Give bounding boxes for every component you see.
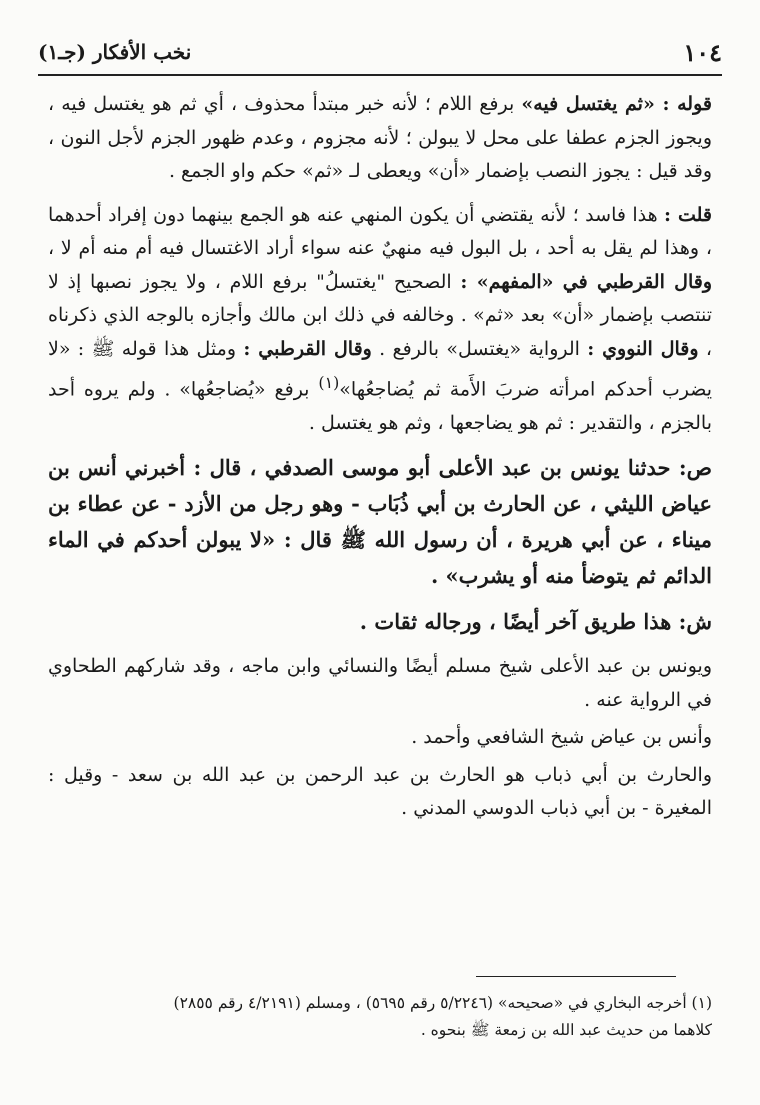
running-title: نخب الأفكار (جـ١): [38, 40, 192, 64]
footnote-line: (١) أخرجه البخاري في «صحيحه» (٥/٢٢٤٦ رقم ٥٦٩٥) ، ومسلم (٤/٢١٩١ رقم ٢٨٥٥): [173, 994, 712, 1012]
nawawi-lead: وقال النووي :: [587, 337, 699, 360]
paragraph-narrator: والحارث بن أبي ذباب هو الحارث بن عبد الرحمن بن عبد الله بن سعد - وقيل : المغيرة - بن أبي ذباب الدوسي المدني .: [48, 763, 712, 820]
footnote-divider: [476, 976, 676, 977]
paragraph-text: الرواية «يغتسل» بالرفع .: [371, 337, 588, 360]
footnote-line: كلاهما من حديث عبد الله بن زمعة ﷺ بنحوه .: [420, 1021, 712, 1039]
paragraph-text: هذا فاسد ؛ لأنه يقتضي أن يكون المنهي عنه هو الجمع بينهما دون إفراد أحدهما ، وهذا لم يقل به أحد ، بل البول فيه منهيٌ عنه سواء أراد الاغتسال فيه أم منه أم لا ،: [48, 203, 712, 259]
paragraph-narrator: ويونس بن عبد الأعلى شيخ مسلم أيضًا والنسائي وابن ماجه ، وقد شاركهم الطحاوي في الرواية عنه .: [48, 655, 712, 711]
footnote-ref: (١): [318, 373, 340, 392]
paragraph-text: ومثل هذا قوله ﷺ : «لا يضرب أحدكم امرأته ضربَ الأَمة ثم يُضاجعُها»: [48, 337, 712, 401]
paragraph-qultu: [48, 199, 712, 441]
page-header: [38, 30, 722, 76]
page-number: ١٠٤: [683, 37, 722, 67]
paragraph-text: برفع اللام ؛ لأنه خبر مبتدأ محذوف ، أي ثم هو يغتسل فيه ، ويجوز الجزم عطفا على محل لا يبولن ؛ لأنه مجزوم ، وعدم ظهور الجزم لأجل النون ، وقد قيل : يجوز النصب بإضمار «أن» ويعطى لـ «ثم» حكم واو الجمع .: [48, 93, 712, 182]
qurtubi-lead: وقال القرطبي :: [243, 337, 372, 360]
sharh-lead: ش: هذا طريق آخر أيضًا ، ورجاله ثقات .: [359, 609, 712, 635]
qurtubi-mufhim: وقال القرطبي في «المفهم» :: [460, 270, 712, 293]
paragraph-text: برفع «يُضاجعُها» . ولم يروه أحد بالجزم ، والتقدير : ثم هو يضاجعها ، وثم هو يغتسل .: [48, 378, 712, 434]
footnotes: [48, 990, 712, 1044]
page-body: [48, 88, 712, 830]
hadith-isnad: ص: حدثنا يونس بن عبد الأعلى أبو موسى الصدفي ، قال : أخبرني أنس بن عياض الليثي ، عن الحارث بن أبي ذُبَاب - وهو رجل من الأزد - عن عطاء بن ميناء ، عن أبي هريرة ، أن رسول الله ﷺ قال : «لا يبولن أحدكم في الماء الدائم ثم يتوضأ منه أو يشرب» .: [48, 455, 712, 589]
paragraph-commentary: [48, 88, 712, 189]
paragraph-text: الصحيح "يغتسلُ" برفع اللام ، ولا يجوز نصبها إذ لا تنتصب بإضمار «أن» بعد «ثم» . وخالفه في ذلك ابن مالك وأجازه بالوجه الذي ذكرناه ،: [48, 270, 713, 360]
quote-lead: قوله : «ثم يغتسل فيه»: [521, 93, 712, 115]
paragraph-narrator: وأنس بن عياض شيخ الشافعي وأحمد .: [411, 726, 712, 749]
qultu-lead: قلت :: [663, 203, 712, 226]
